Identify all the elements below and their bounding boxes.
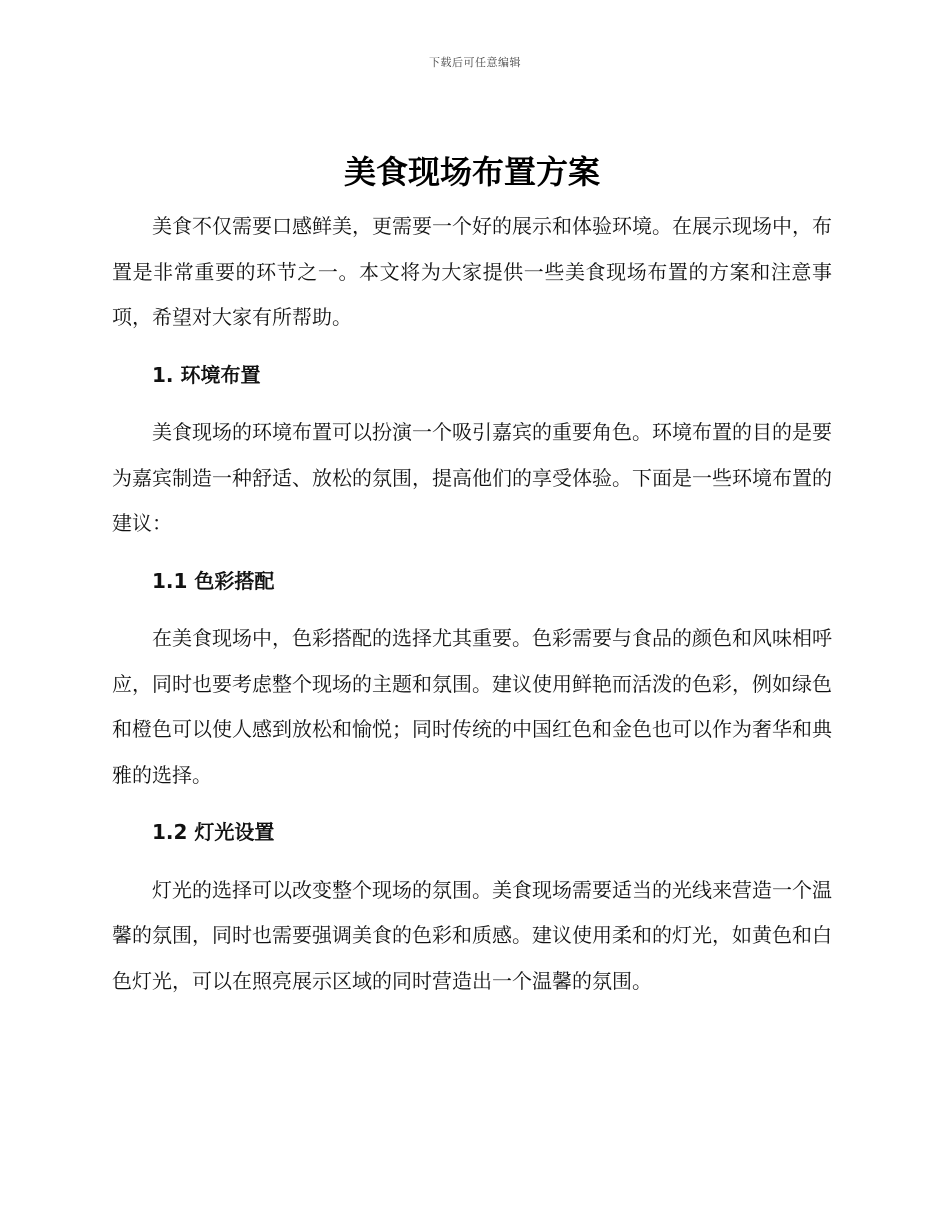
section-paragraph-color: 在美食现场中，色彩搭配的选择尤其重要。色彩需要与食品的颜色和风味相呼应，同时也要考虑整个现场的主题和氛围。建议使用鲜艳而活泼的色彩，例如绿色和橙色可以使人感到放松和愉悦；同时传统的中国红色和金色也可以作为奢华和典雅的选择。 bbox=[112, 626, 832, 787]
section-heading-environment: 1. 环境布置 bbox=[152, 362, 261, 387]
section-heading-color: 1.1 色彩搭配 bbox=[152, 568, 275, 593]
section-paragraph-environment: 美食现场的环境布置可以扮演一个吸引嘉宾的重要角色。环境布置的目的是要为嘉宾制造一种舒适、放松的氛围，提高他们的享受体验。下面是一些环境布置的建议： bbox=[112, 420, 832, 535]
section-heading-lighting: 1.2 灯光设置 bbox=[152, 820, 275, 844]
intro-paragraph: 美食不仅需要口感鲜美，更需要一个好的展示和体验环境。在展示现场中，布置是非常重要的环节之一。本文将为大家提供一些美食现场布置的方案和注意事项，希望对大家有所帮助。 bbox=[112, 214, 832, 329]
document-title: 美食现场布置方案 bbox=[343, 153, 600, 191]
section-paragraph-lighting: 灯光的选择可以改变整个现场的氛围。美食现场需要适当的光线来营造一个温馨的氛围，同时也需要强调美食的色彩和质感。建议使用柔和的灯光，如黄色和白色灯光，可以在照亮展示区域的同时营造出一个温馨的氛围。 bbox=[112, 877, 832, 993]
document-body bbox=[112, 150, 832, 1004]
header-note: 下载后可任意编辑 bbox=[429, 56, 521, 69]
